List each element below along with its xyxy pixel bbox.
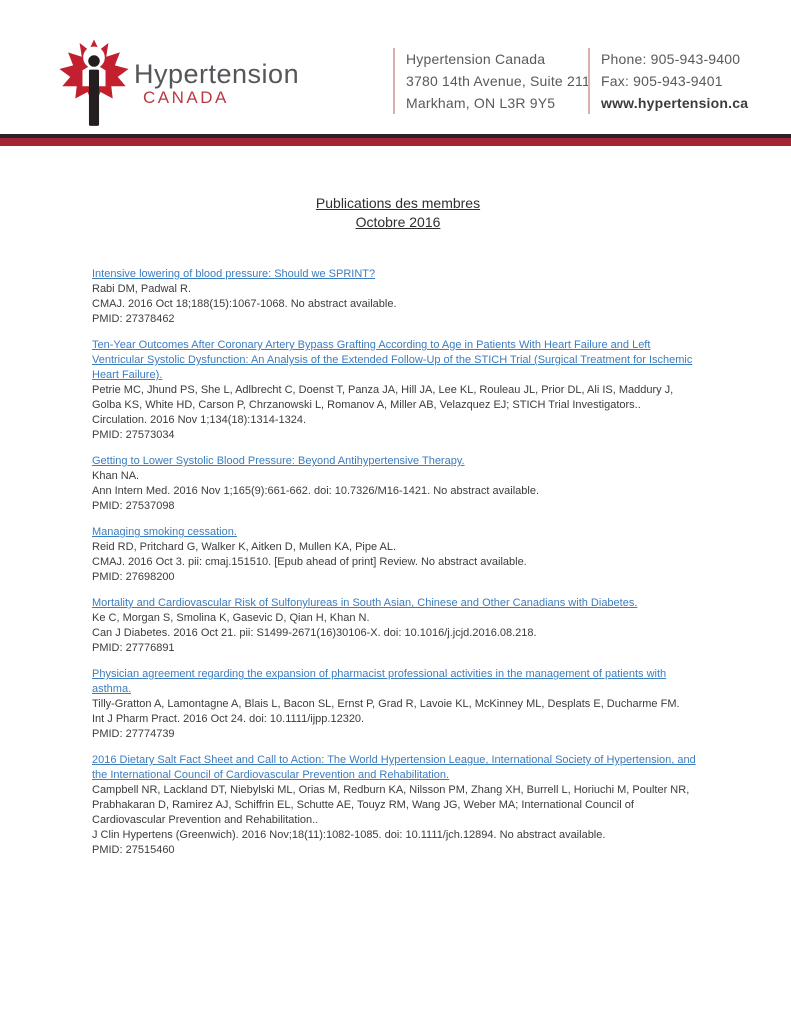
publication-authors: Rabi DM, Padwal R. — [92, 283, 192, 295]
logo — [58, 38, 299, 128]
publication-authors: Campbell NR, Lackland DT, Niebylski ML, Orias M, Redburn KA, Nilsson PM, Zhang XH, Burrell L, Horiuchi M, Poulter NR, Prabhakaran D, Ramirez AJ, Schiffrin EL, Schutte AE, Touyz RM, Wang JG, Weber MA; International Council of Cardiovascular Prevention and Rehabilitation.. — [92, 784, 690, 826]
fax-number: Fax: 905-943-9401 — [601, 73, 723, 89]
publication-entry — [92, 267, 704, 327]
publication-title-link[interactable]: Mortality and Cardiovascular Risk of Sulfonylureas in South Asian, Chinese and Other Canadians with Diabetes. — [92, 597, 638, 609]
publication-authors: Khan NA. — [92, 470, 140, 482]
publication-list — [92, 267, 704, 858]
publication-citation: J Clin Hypertens (Greenwich). 2016 Nov;18(11):1082-1085. doi: 10.1111/jch.12894. No abstract available. — [92, 829, 606, 841]
divider-bar-red — [0, 138, 791, 146]
street-address: 3780 14th Avenue, Suite 211 — [406, 73, 590, 89]
publication-citation: Int J Pharm Pract. 2016 Oct 24. doi: 10.1111/ijpp.12320. — [92, 713, 365, 725]
publication-authors: Tilly-Gratton A, Lamontagne A, Blais L, Bacon SL, Ernst P, Grad R, Lavoie KL, McKinney ML, Desplats E, Ducharme FM. — [92, 698, 680, 710]
publication-pmid: PMID: 27573034 — [92, 429, 175, 441]
publication-pmid: PMID: 27698200 — [92, 571, 175, 583]
publication-pmid: PMID: 27537098 — [92, 500, 175, 512]
logo-text — [134, 60, 299, 108]
publication-pmid: PMID: 27774739 — [92, 728, 175, 740]
letterhead — [0, 0, 791, 146]
publication-authors: Reid RD, Pritchard G, Walker K, Aitken D, Mullen KA, Pipe AL. — [92, 541, 397, 553]
hypertension-canada-logo-icon — [58, 38, 130, 128]
contact-block — [588, 48, 771, 114]
publication-title-link[interactable]: 2016 Dietary Salt Fact Sheet and Call to Action: The World Hypertension League, International Society of Hypertension, and the International Council of Cardiovascular Prevention and Rehabilitation. — [92, 754, 696, 781]
publication-authors: Petrie MC, Jhund PS, She L, Adlbrecht C, Doenst T, Panza JA, Hill JA, Lee KL, Rouleau JL, Prior DL, Ali IS, Maddury J, Golba KS, White HD, Carson P, Chrzanowski L, Romanov A, Miller AB, Velazquez EJ; STICH Trial Investigators.. — [92, 384, 674, 411]
publication-citation: CMAJ. 2016 Oct 18;188(15):1067-1068. No abstract available. — [92, 298, 397, 310]
publication-title-link[interactable]: Physician agreement regarding the expansion of pharmacist professional activities in the management of patients with asthma. — [92, 668, 667, 695]
publication-entry — [92, 525, 704, 585]
website-link[interactable]: www.hypertension.ca — [601, 95, 749, 111]
publication-entry — [92, 454, 704, 514]
publication-citation: Circulation. 2016 Nov 1;134(18):1314-1324. — [92, 414, 307, 426]
phone-number: Phone: 905-943-9400 — [601, 51, 741, 67]
document-body — [92, 194, 704, 869]
publication-entry — [92, 667, 704, 742]
publication-pmid: PMID: 27378462 — [92, 313, 175, 325]
city-postal: Markham, ON L3R 9Y5 — [406, 95, 556, 111]
publication-title-link[interactable]: Managing smoking cessation. — [92, 526, 237, 538]
publication-citation: CMAJ. 2016 Oct 3. pii: cmaj.151510. [Epub ahead of print] Review. No abstract available. — [92, 556, 527, 568]
page-title — [92, 194, 704, 231]
publication-title-link[interactable]: Getting to Lower Systolic Blood Pressure: Beyond Antihypertensive Therapy. — [92, 455, 465, 467]
publication-citation: Ann Intern Med. 2016 Nov 1;165(9):661-662. doi: 10.7326/M16-1421. No abstract available. — [92, 485, 540, 497]
publication-pmid: PMID: 27776891 — [92, 642, 175, 654]
publication-title-link[interactable]: Intensive lowering of blood pressure: Should we SPRINT? — [92, 268, 376, 280]
publication-authors: Ke C, Morgan S, Smolina K, Gasevic D, Qian H, Khan N. — [92, 612, 370, 624]
address-block — [393, 48, 591, 114]
publication-title-link[interactable]: Ten-Year Outcomes After Coronary Artery Bypass Grafting According to Age in Patients With Heart Failure and Left Ventricular Systolic Dysfunction: An Analysis of the Extended Follow-Up of the STICH Trial (Surgical Treatment for Ischemic Heart Failure). — [92, 339, 693, 381]
logo-wordmark: Hypertension — [134, 59, 300, 89]
org-name: Hypertension Canada — [406, 51, 546, 67]
publication-citation: Can J Diabetes. 2016 Oct 21. pii: S1499-2671(16)30106-X. doi: 10.1016/j.jcjd.2016.08.218. — [92, 627, 537, 639]
page-title-line1: Publications des membres — [315, 195, 481, 211]
logo-canada-label: CANADA — [143, 88, 229, 107]
publication-pmid: PMID: 27515460 — [92, 844, 175, 856]
publication-entry — [92, 753, 704, 858]
page-title-line2: Octobre 2016 — [355, 213, 441, 230]
publication-entry — [92, 338, 704, 443]
publication-entry — [92, 596, 704, 656]
